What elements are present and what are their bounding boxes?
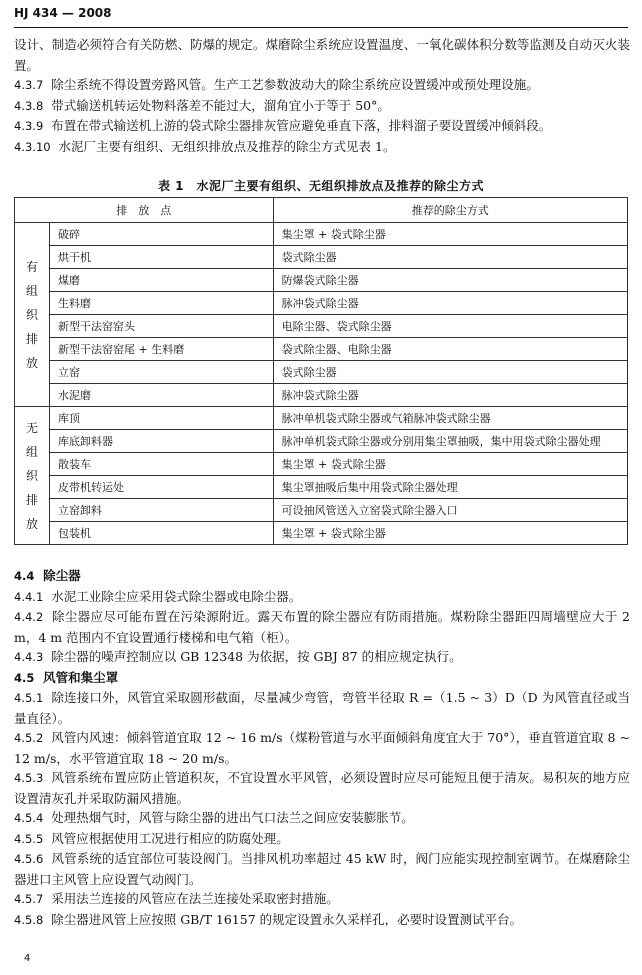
dust-method: 袋式除尘器 (273, 361, 627, 384)
clause-number: 4.5.5 (14, 831, 44, 846)
table-row (15, 223, 628, 246)
table-row (15, 292, 628, 315)
emission-point: 水泥磨 (50, 384, 274, 407)
section-heading (14, 566, 630, 587)
paragraph (14, 96, 630, 117)
dust-method: 集尘罩抽吸后集中用袋式除尘器处理 (273, 476, 627, 499)
dust-method: 集尘罩 + 袋式除尘器 (273, 223, 627, 246)
header-divider (14, 27, 628, 28)
clause-number: 4.5.4 (14, 811, 44, 825)
clause-text: 风管系统的适宜部位可装设阀门。当排风机功率超过 45 kW 时，阀门应能实现控制室调节。在煤磨除尘器进口主风管上应设置气动阀门。 (14, 851, 630, 887)
top-text-block (14, 35, 630, 157)
paragraph (14, 137, 630, 158)
emission-point: 立窑卸料 (50, 499, 274, 522)
clause-text: 处理热烟气时，风管与除尘器的进出气口法兰之间应安装膨胀节。 (51, 810, 414, 825)
dust-method: 脉冲袋式除尘器 (273, 384, 627, 407)
table-row (15, 522, 628, 545)
table-row (15, 499, 628, 522)
dust-method: 脉冲袋式除尘器 (273, 292, 627, 315)
group-label-unorganized: 无组织排放 (15, 407, 50, 545)
group-label-organized: 有组织排放 (15, 223, 50, 407)
paragraph (14, 647, 630, 668)
emission-point: 散装车 (50, 453, 274, 476)
table-row (15, 407, 628, 430)
paragraph (14, 728, 630, 768)
emission-point: 库顶 (50, 407, 274, 430)
emission-point: 烘干机 (50, 246, 274, 269)
dust-method: 脉冲单机袋式除尘器或分别用集尘罩抽吸，集中用袋式除尘器处理 (273, 430, 627, 453)
clause-number: 4.4.3 (14, 650, 44, 664)
dust-method: 袋式除尘器 (273, 246, 627, 269)
emission-point: 立窑 (50, 361, 274, 384)
dust-method: 集尘罩 + 袋式除尘器 (273, 453, 627, 476)
table-row (15, 476, 628, 499)
emission-point: 煤磨 (50, 269, 274, 292)
emission-point: 破碎 (50, 223, 274, 246)
paragraph (14, 889, 630, 910)
page-number: 4 (24, 953, 31, 964)
clause-text: 水泥厂主要有组织、无组织排放点及推荐的除尘方式见表 1。 (58, 138, 396, 154)
emission-point: 新型干法窑窑尾 + 生料磨 (50, 338, 274, 361)
clause-text: 风管系统布置应防止管道积灰，不宜设置水平风管，必须设置时应尽可能短且便于清灰。易积灰的地方应设置清灰孔并采取防漏风措施。 (14, 770, 630, 806)
clause-text: 采用法兰连接的风管应在法兰连接处采取密封措施。 (51, 891, 339, 906)
clause-text: 风管应根据使用工况进行相应的防腐处理。 (51, 830, 289, 846)
dust-method: 防爆袋式除尘器 (273, 269, 627, 292)
table-row (15, 315, 628, 338)
clause-number: 4.3.8 (14, 98, 44, 113)
paragraph (14, 768, 630, 808)
clause-number: 4.4.2 (14, 610, 44, 624)
paragraph (14, 849, 630, 889)
paragraph (14, 688, 630, 728)
clause-text: 水泥工业除尘应采用袋式除尘器或电除尘器。 (51, 588, 302, 604)
emission-point: 库底卸料器 (50, 430, 274, 453)
clause-number: 4.3.7 (14, 78, 44, 92)
section-heading (14, 668, 630, 689)
table-row (15, 246, 628, 269)
table-caption: 表 1 水泥厂主要有组织、无组织排放点及推荐的除尘方式 (157, 179, 485, 193)
clause-text: 除连接口外，风管宜采取圆形截面，尽量减少弯管，弯管半径取 R =（1.5 ~ 3）D（D 为风管直径或当量直径）。 (14, 690, 631, 726)
clause-text: 风管内风速：倾斜管道宜取 12 ~ 16 m/s（煤粉管道与水平面倾斜角度宜大于 70°），垂直管道宜取 8 ~ 12 m/s，水平管道宜取 18 ~ 20 m/s。 (14, 730, 630, 766)
paragraph (14, 35, 630, 75)
dust-method: 可设抽风管送入立窑袋式除尘器入口 (273, 499, 627, 522)
emission-point: 生料磨 (50, 292, 274, 315)
dust-method: 电除尘器、袋式除尘器 (273, 315, 627, 338)
section-title: 除尘器 (43, 568, 81, 583)
paragraph (14, 910, 630, 931)
clause-number: 4.3.9 (14, 119, 44, 133)
clause-number: 4.3.10 (14, 139, 51, 154)
dust-method: 脉冲单机袋式除尘器或气箱脉冲袋式除尘器 (273, 407, 627, 430)
paragraph (14, 808, 630, 829)
section-number: 4.4 (14, 569, 35, 583)
clause-number: 4.5.3 (14, 771, 44, 785)
clause-number: 4.4.1 (14, 589, 44, 604)
clause-number: 4.5.2 (14, 731, 44, 745)
emission-point: 皮带机转运处 (50, 476, 274, 499)
section-number: 4.5 (14, 670, 35, 685)
table-row (15, 269, 628, 292)
paragraph (14, 607, 630, 647)
paragraph (14, 930, 630, 951)
table-row (15, 453, 628, 476)
paragraph (14, 829, 630, 850)
clause-number: 4.5.8 (14, 912, 44, 927)
clause-text: 除尘器应尽可能布置在污染源附近。露天布置的除尘器应有防雨措施。煤粉除尘器距四周墙壁应大于 2 m，4 m 范围内不宜设置通行楼梯和电气箱（柜）。 (14, 609, 630, 645)
table-row (15, 338, 628, 361)
emission-point: 新型干法窑窑头 (50, 315, 274, 338)
standard-code: HJ 434 — 2008 (14, 6, 112, 20)
clause-text: 带式输送机转运处物料落差不能过大，溜角宜小于等于 50°。 (51, 97, 390, 113)
clause-text: 除尘系统不得设置旁路风管。生产工艺参数波动大的除尘系统应设置缓冲或预处理设施。 (51, 77, 539, 92)
clause-text: 除尘器的噪声控制应以 GB 12348 为依据，按 GBJ 87 的相应规定执行。 (51, 649, 462, 664)
clause-text: 除尘器进风管上应按照 GB/T 16157 的规定设置永久采样孔，必要时设置测试平台。 (51, 911, 523, 927)
dust-method: 袋式除尘器、电除尘器 (273, 338, 627, 361)
clause-text: 设计、制造必须符合有关防燃、防爆的规定。煤磨除尘系统应设置温度、一氧化碳体积分数等监测及自动灭火装置。 (14, 37, 630, 73)
emission-table (14, 197, 628, 545)
paragraph (14, 116, 630, 137)
clause-number: 4.5.1 (14, 691, 44, 705)
column-header-emission-point: 排 放 点 (15, 198, 274, 223)
paragraph (14, 587, 630, 608)
table-row (15, 384, 628, 407)
table-row (15, 361, 628, 384)
clause-text: 布置在带式输送机上游的袋式除尘器排灰管应避免垂直下落，排料溜子要设置缓冲倾斜段。 (51, 118, 552, 133)
section-title: 风管和集尘罩 (43, 669, 119, 685)
clause-number: 4.5.6 (14, 852, 44, 866)
table-header-row (15, 198, 628, 223)
dust-method: 集尘罩 + 袋式除尘器 (273, 522, 627, 545)
bottom-text-block (14, 566, 630, 951)
column-header-method: 推荐的除尘方式 (273, 198, 627, 223)
clause-number: 4.5.7 (14, 892, 44, 906)
emission-point: 包装机 (50, 522, 274, 545)
paragraph (14, 75, 630, 96)
table-row (15, 430, 628, 453)
